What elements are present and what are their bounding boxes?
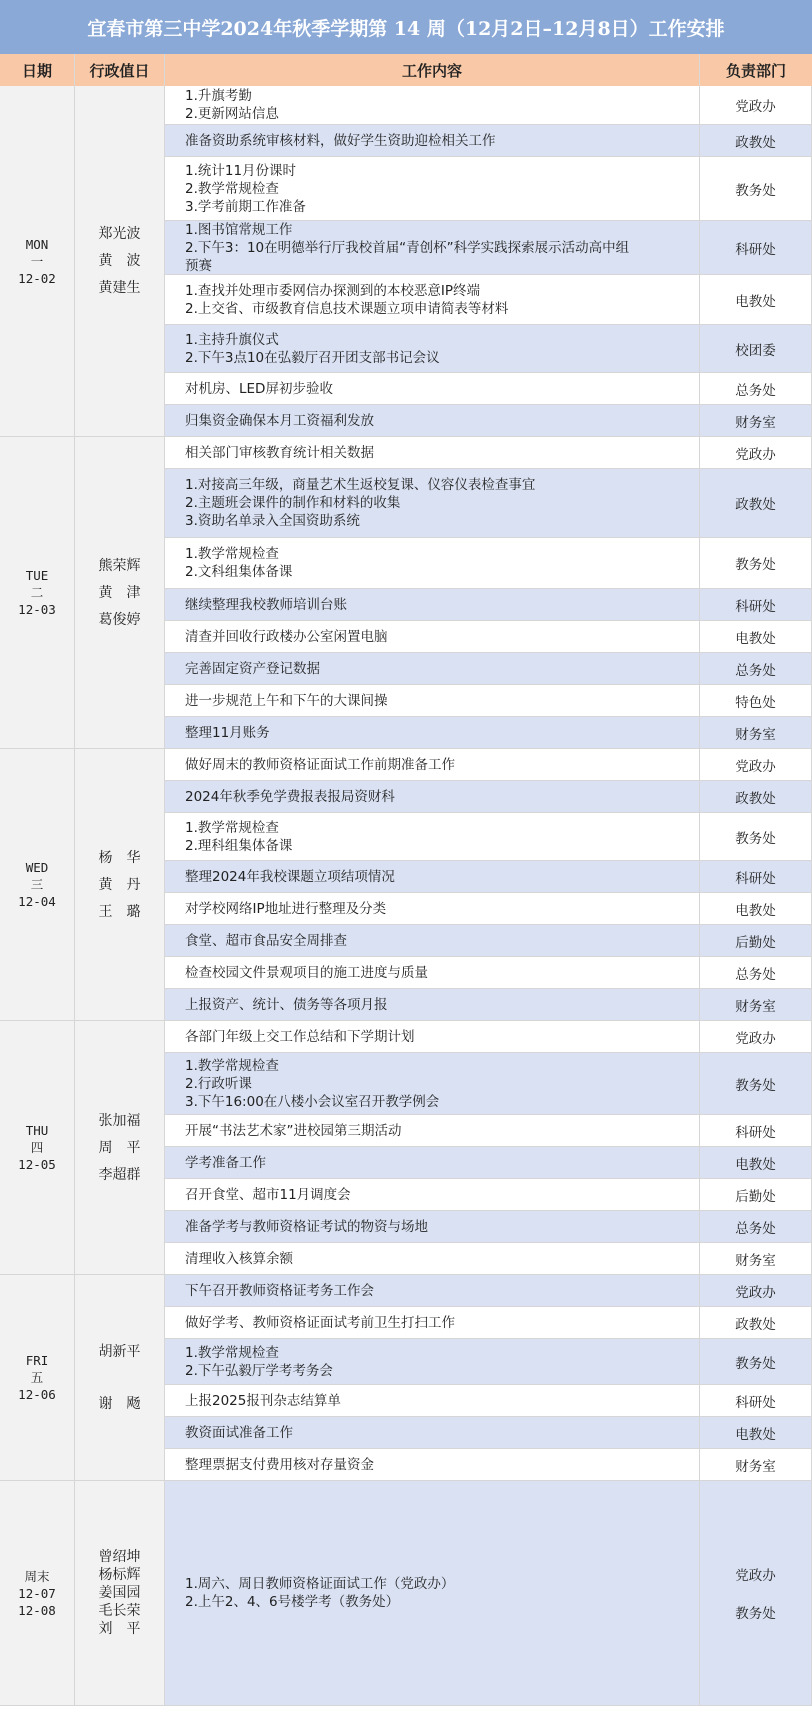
dept-cell <box>700 325 812 373</box>
duty-staff-cell <box>75 86 165 437</box>
dept-label: 特色处 <box>735 694 776 711</box>
dept-label: 政教处 <box>735 497 776 513</box>
task-line: 下午召开教师资格证考务工作会 <box>185 1282 374 1299</box>
dept-label: 教务处 <box>735 830 776 847</box>
dept-label: 财务室 <box>735 414 776 431</box>
dept-label: 党政办 <box>735 446 776 463</box>
duty-staff-cell <box>75 1021 165 1275</box>
header-dept: 负责部门 <box>700 54 812 86</box>
task-line: 整理2024年我校课题立项结项情况 <box>185 868 395 885</box>
task-line: 2.下午弘毅厅学考考务会 <box>185 1362 333 1379</box>
task-line: 上报资产、统计、债务等各项月报 <box>185 996 388 1013</box>
dept-label: 科研处 <box>735 1394 776 1411</box>
dept-cell <box>700 1275 812 1307</box>
task-cell <box>165 373 700 405</box>
day-label: 二 <box>30 585 44 600</box>
dept-label: 党政办 <box>735 1568 776 1584</box>
task-line: 做好周末的教师资格证面试工作前期准备工作 <box>185 756 455 773</box>
task-cell <box>165 405 700 437</box>
task-line: 2.文科组集体备课 <box>185 564 293 580</box>
task-cell <box>165 469 700 538</box>
dept-label: 教务处 <box>735 557 776 573</box>
dept-label: 政教处 <box>735 134 776 151</box>
dept-cell <box>700 1021 812 1053</box>
dept-label: 教务处 <box>735 1355 776 1372</box>
day-cell <box>0 437 75 749</box>
task-cell <box>165 1115 700 1147</box>
task-cell <box>165 749 700 781</box>
staff-name: 杨 华 <box>98 849 141 866</box>
dept-label: 电教处 <box>735 1156 776 1173</box>
day-label: 周末 <box>24 1568 50 1584</box>
dept-cell <box>700 1339 812 1385</box>
dept-label: 电教处 <box>735 293 776 310</box>
day-label: MON <box>25 236 49 252</box>
task-line: 2.主题班会课件的制作和材料的收集 <box>185 495 401 511</box>
dept-cell <box>700 275 812 325</box>
day-label: 12-02 <box>18 270 56 286</box>
day-cell <box>0 1021 75 1275</box>
task-cell <box>165 325 700 373</box>
task-line: 1.教学常规检查 <box>185 1344 279 1361</box>
dept-cell <box>700 621 812 653</box>
task-cell <box>165 157 700 221</box>
day-label: 12-04 <box>18 894 56 909</box>
task-line: 归集资金确保本月工资福利发放 <box>185 412 374 429</box>
task-line: 预赛 <box>185 257 212 274</box>
task-line: 整理11月账务 <box>185 724 270 741</box>
dept-cell <box>700 749 812 781</box>
dept-cell <box>700 469 812 538</box>
dept-cell <box>700 437 812 469</box>
dept-label: 党政办 <box>735 99 776 115</box>
task-cell <box>165 1449 700 1481</box>
task-cell <box>165 1307 700 1339</box>
day-label: 12-08 <box>18 1602 56 1618</box>
task-line: 完善固定资产登记数据 <box>185 660 320 677</box>
task-line: 2.下午3点10在弘毅厅召开团支部书记会议 <box>185 349 440 366</box>
staff-name: 谢 飏 <box>98 1395 141 1412</box>
dept-cell <box>700 781 812 813</box>
task-line: 进一步规范上午和下午的大课间操 <box>185 692 388 709</box>
dept-cell <box>700 893 812 925</box>
staff-name: 黄建生 <box>98 280 141 296</box>
dept-label: 科研处 <box>735 1124 776 1141</box>
day-cell <box>0 86 75 437</box>
staff-name: 葛俊婷 <box>98 611 141 628</box>
task-cell <box>165 1339 700 1385</box>
task-line: 2.下午3：10在明德举行厅我校首届“青创杯”科学实践探索展示活动高中组 <box>185 239 630 256</box>
dept-cell <box>700 989 812 1021</box>
task-cell <box>165 589 700 621</box>
dept-cell <box>700 717 812 749</box>
dept-cell <box>700 1115 812 1147</box>
task-line: 2.更新网站信息 <box>185 106 279 122</box>
task-line: 准备学考与教师资格证考试的物资与场地 <box>185 1218 428 1235</box>
task-line: 上报2025报刊杂志结算单 <box>185 1392 341 1409</box>
dept-label: 财务室 <box>735 1252 776 1269</box>
dept-cell <box>700 1243 812 1275</box>
task-line: 各部门年级上交工作总结和下学期计划 <box>185 1028 415 1045</box>
day-label: 三 <box>30 877 44 892</box>
task-line: 2024年秋季免学费报表报局资财科 <box>185 788 395 805</box>
dept-cell <box>700 1053 812 1115</box>
dept-label: 后勤处 <box>735 934 776 951</box>
dept-cell <box>700 538 812 589</box>
header-staff: 行政值日 <box>75 54 165 86</box>
dept-cell <box>700 685 812 717</box>
task-line: 开展“书法艺术家”进校园第三期活动 <box>185 1122 402 1139</box>
task-line: 1.统计11月份课时 <box>185 162 297 179</box>
staff-name: 姜国园 <box>98 1585 141 1601</box>
staff-name: 郑光波 <box>98 226 141 242</box>
dept-cell <box>700 957 812 989</box>
task-cell <box>165 621 700 653</box>
day-label: 五 <box>30 1370 44 1385</box>
dept-label: 总务处 <box>735 382 776 399</box>
dept-label: 科研处 <box>735 241 776 258</box>
dept-cell <box>700 813 812 861</box>
task-line: 做好学考、教师资格证面试考前卫生打扫工作 <box>185 1314 455 1331</box>
staff-name: 黄 津 <box>98 584 141 601</box>
dept-label: 教务处 <box>735 182 776 199</box>
day-cell <box>0 1481 75 1706</box>
task-cell <box>165 1275 700 1307</box>
task-line: 检查校园文件景观项目的施工进度与质量 <box>185 964 428 981</box>
dept-cell <box>700 861 812 893</box>
task-cell <box>165 957 700 989</box>
task-line: 2.理科组集体备课 <box>185 837 293 854</box>
dept-label: 党政办 <box>735 1030 776 1047</box>
task-cell <box>165 1021 700 1053</box>
day-label: FRI <box>25 1353 49 1368</box>
dept-label: 总务处 <box>735 662 776 679</box>
dept-cell <box>700 157 812 221</box>
task-cell <box>165 1417 700 1449</box>
task-line: 3.下午16:00在八楼小会议室召开教学例会 <box>185 1093 440 1110</box>
staff-name: 黄 波 <box>98 253 141 269</box>
duty-staff-cell <box>75 437 165 749</box>
staff-name: 李超群 <box>98 1166 141 1183</box>
dept-label: 财务室 <box>735 998 776 1015</box>
staff-name: 熊荣辉 <box>98 557 141 574</box>
duty-staff-cell <box>75 1275 165 1481</box>
day-cell <box>0 1275 75 1481</box>
day-label: 12-05 <box>18 1157 56 1172</box>
dept-label: 电教处 <box>735 902 776 919</box>
task-cell <box>165 1243 700 1275</box>
day-label: 12-07 <box>18 1585 56 1601</box>
task-line: 清查并回收行政楼办公室闲置电脑 <box>185 628 388 645</box>
day-cell <box>0 749 75 1021</box>
task-cell <box>165 1481 700 1706</box>
staff-name: 王 璐 <box>98 903 141 920</box>
dept-cell <box>700 1147 812 1179</box>
dept-label: 党政办 <box>735 758 776 775</box>
dept-label: 后勤处 <box>735 1188 776 1205</box>
task-cell <box>165 538 700 589</box>
day-label: 一 <box>30 253 44 269</box>
dept-cell <box>700 589 812 621</box>
duty-staff-cell <box>75 1481 165 1706</box>
task-cell <box>165 989 700 1021</box>
task-line: 3.资助名单录入全国资助系统 <box>185 513 360 529</box>
task-line: 2.上午2、4、6号楼学考（教务处） <box>185 1594 400 1610</box>
dept-cell <box>700 373 812 405</box>
dept-cell <box>700 1385 812 1417</box>
task-cell <box>165 437 700 469</box>
task-line: 准备资助系统审核材料，做好学生资助迎检相关工作 <box>185 132 496 149</box>
dept-label: 党政办 <box>735 1284 776 1301</box>
task-cell <box>165 1053 700 1115</box>
dept-label: 财务室 <box>735 1458 776 1475</box>
task-line: 教资面试准备工作 <box>185 1424 293 1441</box>
staff-name: 杨标辉 <box>98 1567 141 1583</box>
dept-label: 政教处 <box>735 1316 776 1333</box>
duty-staff-cell <box>75 749 165 1021</box>
task-cell <box>165 685 700 717</box>
dept-label: 科研处 <box>735 598 776 615</box>
task-line: 1.升旗考勤 <box>185 88 252 104</box>
dept-label: 教务处 <box>735 1077 776 1094</box>
dept-cell <box>700 925 812 957</box>
dept-cell <box>700 1481 812 1706</box>
task-line: 1.周六、周日教师资格证面试工作（党政办） <box>185 1576 455 1592</box>
header-task: 工作内容 <box>165 54 700 86</box>
staff-name: 周 平 <box>98 1139 141 1156</box>
staff-name: 胡新平 <box>98 1343 141 1360</box>
day-label: 四 <box>30 1140 44 1155</box>
dept-cell <box>700 1179 812 1211</box>
dept-cell <box>700 1211 812 1243</box>
task-cell <box>165 125 700 157</box>
task-cell <box>165 653 700 685</box>
day-label: WED <box>25 860 49 875</box>
dept-label: 电教处 <box>735 630 776 647</box>
task-line: 1.教学常规检查 <box>185 819 279 836</box>
task-line: 1.图书馆常规工作 <box>185 221 293 238</box>
day-label: TUE <box>25 568 49 583</box>
dept-cell <box>700 125 812 157</box>
page-title: 宜春市第三中学2024年秋季学期第 14 周（12月2日–12月8日）工作安排 <box>0 0 812 54</box>
staff-name: 毛长荣 <box>98 1603 141 1619</box>
task-line: 1.主持升旗仪式 <box>185 331 279 348</box>
dept-cell <box>700 653 812 685</box>
dept-label: 总务处 <box>735 966 776 983</box>
day-label: THU <box>25 1123 49 1138</box>
task-line: 1.查找并处理市委网信办探测到的本校恶意IP终端 <box>185 282 481 299</box>
header-date: 日期 <box>0 54 75 86</box>
dept-label: 教务处 <box>735 1606 776 1622</box>
task-line: 1.教学常规检查 <box>185 1057 279 1074</box>
task-line: 食堂、超市食品安全周排查 <box>185 932 347 949</box>
task-cell <box>165 925 700 957</box>
task-cell <box>165 717 700 749</box>
task-line: 2.上交省、市级教育信息技术课题立项申请简表等材料 <box>185 300 509 317</box>
task-line: 3.学考前期工作准备 <box>185 198 306 215</box>
dept-label: 政教处 <box>735 790 776 807</box>
day-label: 12-03 <box>18 602 56 617</box>
task-line: 2.行政听课 <box>185 1075 252 1092</box>
dept-cell <box>700 221 812 275</box>
task-line: 学考准备工作 <box>185 1154 266 1171</box>
staff-name: 曾绍坤 <box>98 1549 141 1565</box>
task-cell <box>165 1385 700 1417</box>
dept-cell <box>700 405 812 437</box>
dept-cell <box>700 1449 812 1481</box>
task-cell <box>165 861 700 893</box>
task-line: 相关部门审核教育统计相关数据 <box>185 444 374 461</box>
task-cell <box>165 893 700 925</box>
task-cell <box>165 1147 700 1179</box>
dept-label: 科研处 <box>735 870 776 887</box>
staff-name: 刘 平 <box>98 1621 141 1637</box>
task-line: 对学校网络IP地址进行整理及分类 <box>185 900 387 917</box>
day-label: 12-06 <box>18 1387 56 1402</box>
task-line: 对机房、LED屏初步验收 <box>185 380 333 397</box>
task-line: 继续整理我校教师培训台账 <box>185 596 347 613</box>
dept-label: 校团委 <box>735 342 776 359</box>
staff-name: 黄 丹 <box>98 876 141 893</box>
dept-cell <box>700 1417 812 1449</box>
task-cell <box>165 221 700 275</box>
task-line: 2.教学常规检查 <box>185 180 279 197</box>
dept-cell <box>700 86 812 125</box>
staff-name: 张加福 <box>98 1112 141 1129</box>
task-cell <box>165 781 700 813</box>
dept-label: 财务室 <box>735 726 776 743</box>
task-line: 整理票据支付费用核对存量资金 <box>185 1456 374 1473</box>
task-line: 1.教学常规检查 <box>185 546 279 562</box>
dept-label: 总务处 <box>735 1220 776 1237</box>
task-cell <box>165 275 700 325</box>
task-line: 1.对接高三年级，商量艺术生返校复课、仪容仪表检查事宜 <box>185 477 536 493</box>
task-line: 清理收入核算余额 <box>185 1250 293 1267</box>
dept-label: 电教处 <box>735 1426 776 1443</box>
task-line: 召开食堂、超市11月调度会 <box>185 1186 351 1203</box>
task-cell <box>165 1179 700 1211</box>
task-cell <box>165 1211 700 1243</box>
task-cell <box>165 86 700 125</box>
dept-cell <box>700 1307 812 1339</box>
task-cell <box>165 813 700 861</box>
